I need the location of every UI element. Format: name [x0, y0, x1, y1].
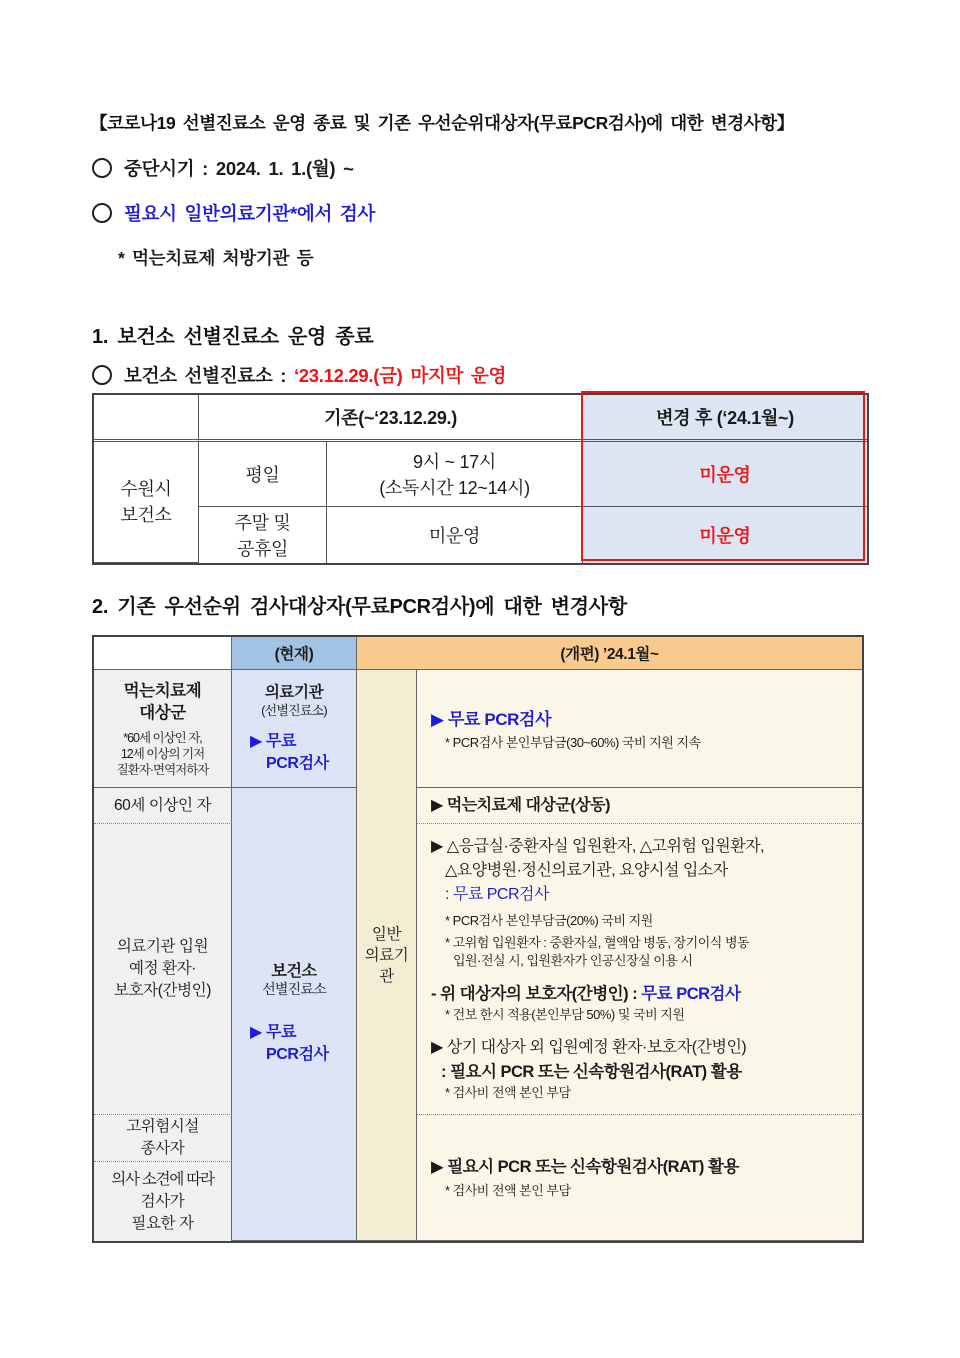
r3-b3-l1: ▶ 상기 대상자 외 입원예정 환자·보호자(간병인): [431, 1038, 747, 1056]
t2-header-current: (현재): [232, 637, 357, 670]
r1-target-title1: 먹는치료제: [123, 681, 202, 700]
r3-target-cell: [94, 824, 232, 1115]
general-org-l2: 의료기: [364, 946, 409, 964]
table2-priority-targets: [92, 635, 860, 1243]
r1-target-cell: [94, 670, 232, 788]
r5-target-l2: 검사가: [140, 1192, 185, 1210]
r3-b1-l1: ▶ △응급실·중환자실 입원환자, △고위험 입원환자,: [431, 837, 765, 855]
r45-new-line1: ▶ 필요시 PCR 또는 신속항원검사(RAT) 활용: [431, 1158, 739, 1176]
r3-b2-note: * 건보 한시 적용(본인부담 50%) 및 국비 지원: [445, 1006, 685, 1022]
t1-header-new: 변경 후 (‘24.1월~): [583, 395, 867, 442]
circle-bullet-icon: [92, 158, 112, 178]
r3-b2-value: 무료 PCR검사: [641, 984, 741, 1003]
r1-target-title2: 대상군: [139, 703, 186, 722]
prescriber-note-line: * 먹는치료제 처방기관 등: [118, 248, 314, 268]
r2-target-cell: 60세 이상인 자: [94, 788, 232, 824]
r1-current-free2: PCR검사: [266, 754, 329, 772]
cur-hc-free2: PCR검사: [266, 1046, 329, 1063]
section1-subline: [92, 362, 506, 388]
t1-weekday-row: [94, 442, 867, 507]
general-org-line: [92, 200, 375, 226]
r5-target-cell: [94, 1162, 232, 1241]
general-org-cell: [357, 670, 417, 1241]
r3-b1-note2a: * 고위험 입원환자 : 중환자실, 혈액암 병동, 장기이식 병동: [445, 934, 750, 950]
t2-header-revised: (개편) ’24.1월~: [357, 637, 862, 670]
r4-target-cell: [94, 1115, 232, 1162]
t1-header-old: 기존(~‘23.12.29.): [199, 395, 583, 442]
r1-new-title: ▶ 무료 PCR검사: [431, 710, 552, 729]
r3-b1-note2b: 입원·전실 시, 입원환자가 인공신장실 이용 시: [453, 952, 693, 968]
t2-row3: [94, 824, 862, 1115]
suspension-date-text: 중단시기 : 2024. 1. 1.(월) ~: [124, 158, 354, 179]
t2-row4: [94, 1115, 862, 1162]
r3-b1-l2: △요양병원·정신의료기관, 요양시설 입소자: [445, 861, 728, 879]
r3-target-l3: 보호자(간병인): [114, 982, 211, 999]
doc-title: 【코로나19 선별진료소 운영 종료 및 기존 우선순위대상자(무료PCR검사)에 대한 변경사항】: [90, 113, 794, 133]
operation-schedule-table: [92, 393, 869, 565]
r3-b1-l3: : 무료 PCR검사: [445, 885, 549, 903]
t1-header-row: [94, 395, 867, 442]
section1-heading: 1. 보건소 선별진료소 운영 종료: [92, 326, 374, 348]
t2-header-blank: [94, 637, 232, 670]
t2-row2: [94, 788, 862, 824]
r1-target-note3: 질환자·면역저하자: [116, 762, 209, 777]
t1-weekend-row: [94, 507, 867, 563]
general-org-l3: 관: [379, 967, 394, 985]
suspension-date-line: [92, 155, 354, 181]
r2-new-cell: [417, 788, 862, 824]
r5-target-l1: 의사 소견에 따라: [111, 1170, 214, 1188]
t1-weekend-label: [199, 507, 327, 563]
org-line1: 수원시: [120, 479, 172, 499]
general-org-text: 필요시 일반의료기관*에서 검사: [124, 203, 376, 224]
last-operation-date: ‘23.12.29.(금) 마지막 운영: [293, 365, 507, 386]
r3-target-l2: 예정 환자·: [129, 960, 196, 977]
r1-current-cell: [232, 670, 357, 788]
org-line2: 보건소: [120, 505, 172, 525]
r5-target-l3: 필요한 자: [131, 1214, 194, 1232]
r1-target-note2: 12세 이상의 기저: [120, 746, 205, 761]
r4-target-l1: 고위험시설: [126, 1118, 199, 1135]
r4-target-l2: 종사자: [140, 1140, 185, 1157]
t1-weekend-new: 미운영: [583, 507, 867, 563]
r2-new-text: ▶ 먹는치료제 대상군(상동): [431, 796, 610, 814]
cur-hc-line2: 선별진료소: [262, 981, 326, 997]
r45-new-cell: [417, 1115, 862, 1241]
cur-hc-line1: 보건소: [271, 963, 317, 980]
t1-weekday-label: 평일: [199, 442, 327, 507]
r1-new-note: * PCR검사 본인부담금(30~60%) 국비 지원 지속: [445, 735, 701, 750]
r1-current-org-sub: (선별진료소): [261, 702, 327, 718]
r1-current-free1: ▶ 무료: [250, 732, 297, 750]
circle-bullet-icon: [92, 365, 112, 385]
cur-hc-free1: ▶ 무료: [250, 1024, 297, 1041]
r3-b3-l2: : 필요시 PCR 또는 신속항원검사(RAT) 활용: [441, 1062, 742, 1081]
current-health-center-cell: [232, 788, 357, 1241]
t1-weekday-old: [327, 442, 583, 507]
t2-row1: [94, 670, 862, 788]
t1-weekend-old: 미운영: [327, 507, 583, 563]
section1-subline-text: [124, 362, 506, 388]
weekend-label-line1: 주말 및: [234, 513, 291, 533]
r3-b2-label: - 위 대상자의 보호자(간병인) :: [431, 984, 642, 1003]
t1-header-blank: [94, 395, 199, 442]
weekend-label-line2: 공휴일: [236, 539, 289, 559]
t1-weekday-new: 미운영: [583, 442, 867, 507]
weekday-disinfect: (소독시간 12~14시): [379, 478, 530, 498]
r3-new-cell: [417, 824, 862, 1115]
weekday-hours: 9시 ~ 17시: [413, 452, 496, 472]
section2-heading: 2. 기존 우선순위 검사대상자(무료PCR검사)에 대한 변경사항: [92, 596, 627, 618]
r3-b3-note: * 검사비 전액 본인 부담: [445, 1084, 571, 1100]
subline-prefix: 보건소 선별진료소 :: [124, 365, 294, 386]
r1-current-org: 의료기관: [264, 683, 324, 701]
r3-target-l1: 의료기관 입원: [116, 938, 209, 955]
r3-b1-note1: * PCR검사 본인부담금(20%) 국비 지원: [445, 912, 653, 928]
r1-target-note1: *60세 이상인 자,: [123, 730, 202, 745]
r1-new-cell: [417, 670, 862, 788]
r45-new-note: * 검사비 전액 본인 부담: [445, 1183, 571, 1198]
t1-org-cell: [94, 442, 199, 563]
table1-operation-schedule: [92, 393, 865, 565]
general-org-l1: 일반: [371, 925, 402, 943]
circle-bullet-icon: [92, 203, 112, 223]
priority-targets-table: [92, 635, 864, 1243]
t2-header-row: [94, 637, 862, 670]
